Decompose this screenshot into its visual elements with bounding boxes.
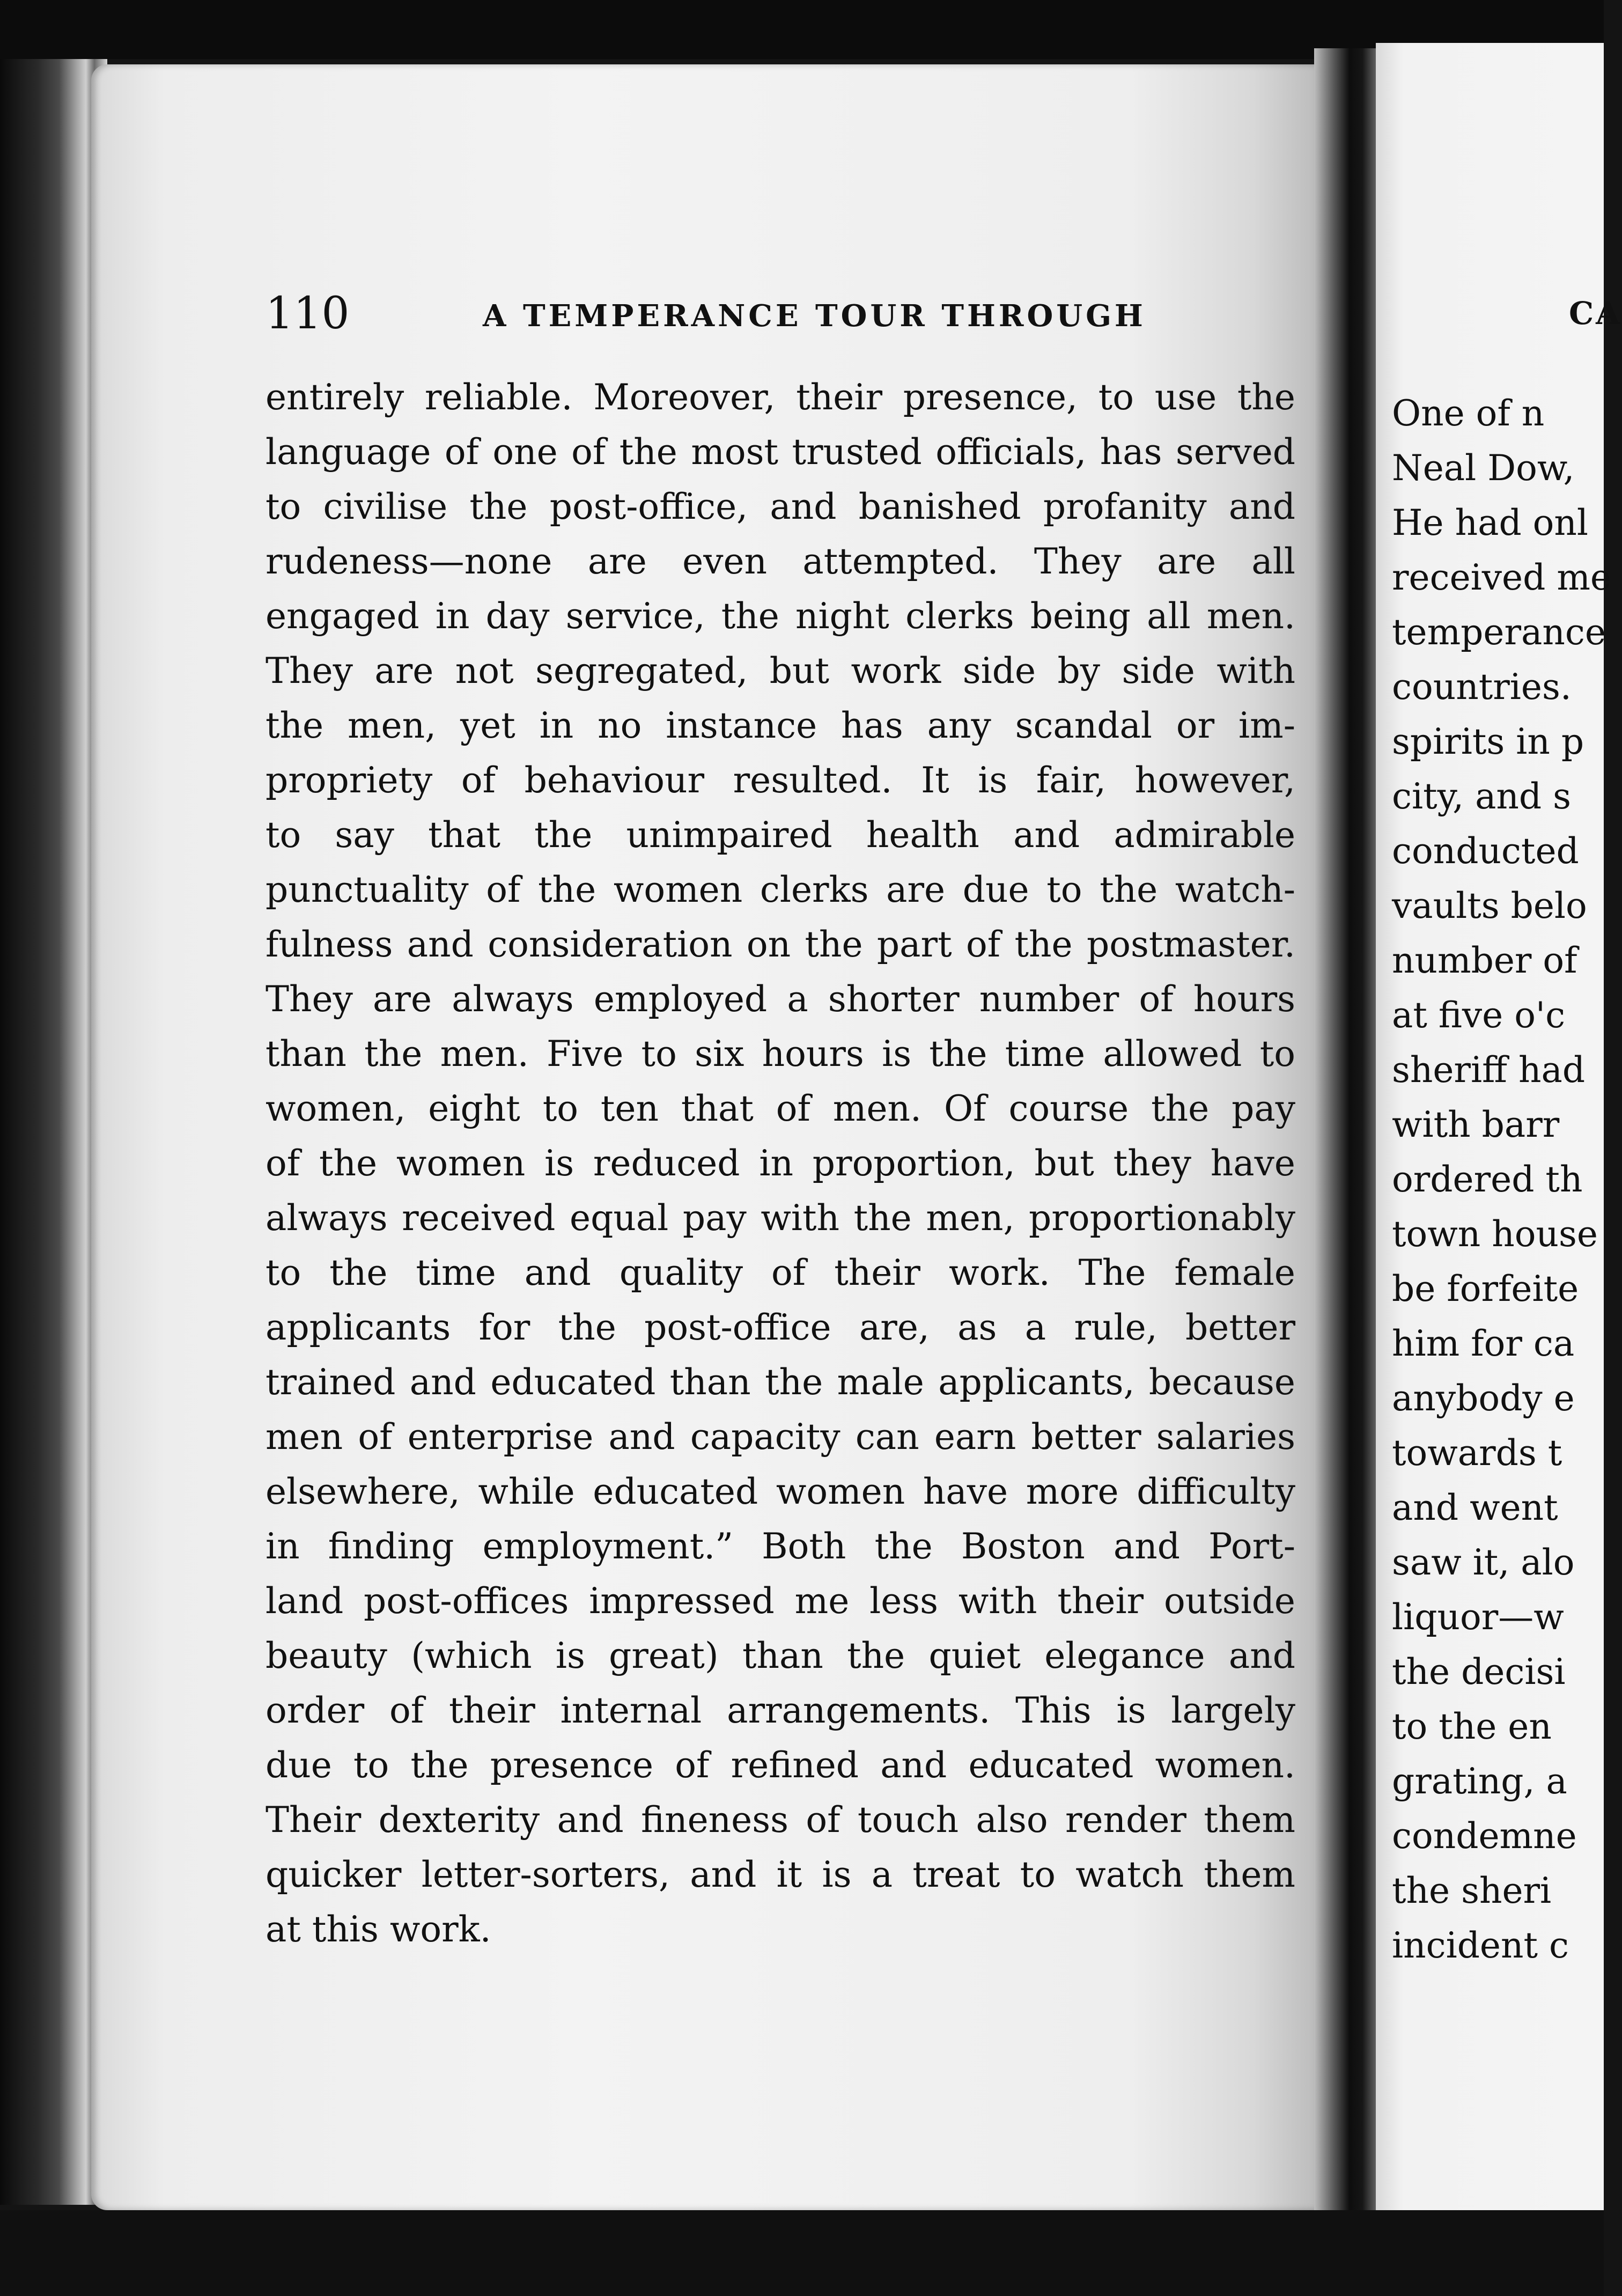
right-text-line: towards t	[1392, 1432, 1562, 1474]
right-text-line: incident c	[1392, 1925, 1569, 1966]
right-text-line: spirits in p	[1392, 721, 1584, 762]
scan-border-bottom	[0, 2210, 1604, 2296]
right-text-line: number of	[1392, 940, 1577, 981]
running-head	[266, 290, 1285, 338]
text-line: entirely reliable. Moreover, their presence, to use the	[266, 377, 1295, 418]
text-line: beauty (which is great) than the quiet elegance and	[266, 1635, 1295, 1676]
right-text-line: city, and s	[1392, 776, 1572, 817]
right-text-line: the sheri	[1392, 1870, 1552, 1911]
text-line: order of their internal arrangements. This is largely	[266, 1690, 1295, 1731]
right-text-line: vaults belo	[1392, 885, 1587, 926]
text-line: land post-offices impressed me less with their outside	[266, 1580, 1295, 1622]
right-text-line: grating, a	[1392, 1761, 1567, 1802]
text-line: They are not segregated, but work side by side with	[266, 650, 1295, 691]
text-line: applicants for the post-office are, as a rule, better	[266, 1307, 1295, 1348]
right-text-line: anybody e	[1392, 1378, 1575, 1419]
text-line: engaged in day service, the night clerks being all men.	[266, 595, 1295, 637]
text-line: punctuality of the women clerks are due to the watch-	[266, 869, 1295, 910]
right-text-line: sheriff had	[1392, 1049, 1586, 1091]
text-line: to say that the unimpaired health and admirable	[266, 814, 1295, 856]
text-line: to civilise the post-office, and banished profanity and	[266, 486, 1295, 527]
right-text-line: received me	[1392, 557, 1611, 598]
text-line: language of one of the most trusted officials, has served	[266, 431, 1295, 473]
book-gutter	[1314, 48, 1378, 2275]
running-head-title: A TEMPERANCE TOUR THROUGH	[483, 298, 1146, 334]
right-page-text	[1392, 386, 1617, 1973]
right-text-line: with barr	[1392, 1104, 1560, 1145]
right-page	[1376, 43, 1622, 2264]
right-text-line: liquor—w	[1392, 1596, 1564, 1638]
text-line: women, eight to ten that of men. Of course the pay	[266, 1088, 1295, 1129]
right-text-line: conducted	[1392, 830, 1579, 872]
text-line: fulness and consideration on the part of the postmaster.	[266, 924, 1295, 965]
text-line: the men, yet in no instance has any scandal or im-	[266, 705, 1295, 746]
right-text-line: saw it, alo	[1392, 1542, 1575, 1583]
text-line: Their dexterity and fineness of touch also render them	[266, 1799, 1295, 1841]
right-text-line: be forfeite	[1392, 1268, 1579, 1309]
text-line: in finding employment.” Both the Boston and Port-	[266, 1526, 1295, 1567]
text-line: men of enterprise and capacity can earn better salaries	[266, 1416, 1295, 1458]
page-number: 110	[266, 288, 350, 339]
text-line: always received equal pay with the men, proportionably	[266, 1197, 1295, 1239]
right-text-line: One of n	[1392, 393, 1545, 434]
right-text-line: countries.	[1392, 666, 1572, 708]
text-line: quicker letter-sorters, and it is a treat to watch them	[266, 1854, 1295, 1895]
right-text-line: the decisi	[1392, 1651, 1566, 1692]
right-text-line: temperance	[1392, 612, 1606, 653]
right-text-line: ordered th	[1392, 1159, 1583, 1200]
text-line: at this work.	[266, 1909, 491, 1950]
text-line: of the women is reduced in proportion, but they have	[266, 1143, 1295, 1184]
text-line: elsewhere, while educated women have more difficulty	[266, 1471, 1295, 1512]
right-text-line: He had onl	[1392, 502, 1589, 543]
right-text-line: town house	[1392, 1213, 1598, 1255]
right-text-line: to the en	[1392, 1706, 1552, 1747]
right-running-head: CA	[1569, 295, 1622, 332]
right-text-line: him for ca	[1392, 1323, 1575, 1364]
right-text-line: Neal Dow,	[1392, 447, 1575, 489]
text-line: trained and educated than the male applicants, because	[266, 1362, 1295, 1403]
text-line: They are always employed a shorter number of hours	[266, 978, 1295, 1020]
right-text-line: condemne	[1392, 1815, 1577, 1857]
right-text-line: and went	[1392, 1487, 1558, 1528]
text-line: to the time and quality of their work. The female	[266, 1252, 1295, 1293]
text-line: propriety of behaviour resulted. It is fair, however,	[266, 760, 1295, 801]
text-line: rudeness—none are even attempted. They are all	[266, 541, 1295, 582]
body-text	[266, 370, 1295, 1957]
right-text-line: at five o'c	[1392, 995, 1566, 1036]
text-line: due to the presence of refined and educated women.	[266, 1745, 1295, 1786]
text-line: than the men. Five to six hours is the time allowed to	[266, 1033, 1295, 1075]
